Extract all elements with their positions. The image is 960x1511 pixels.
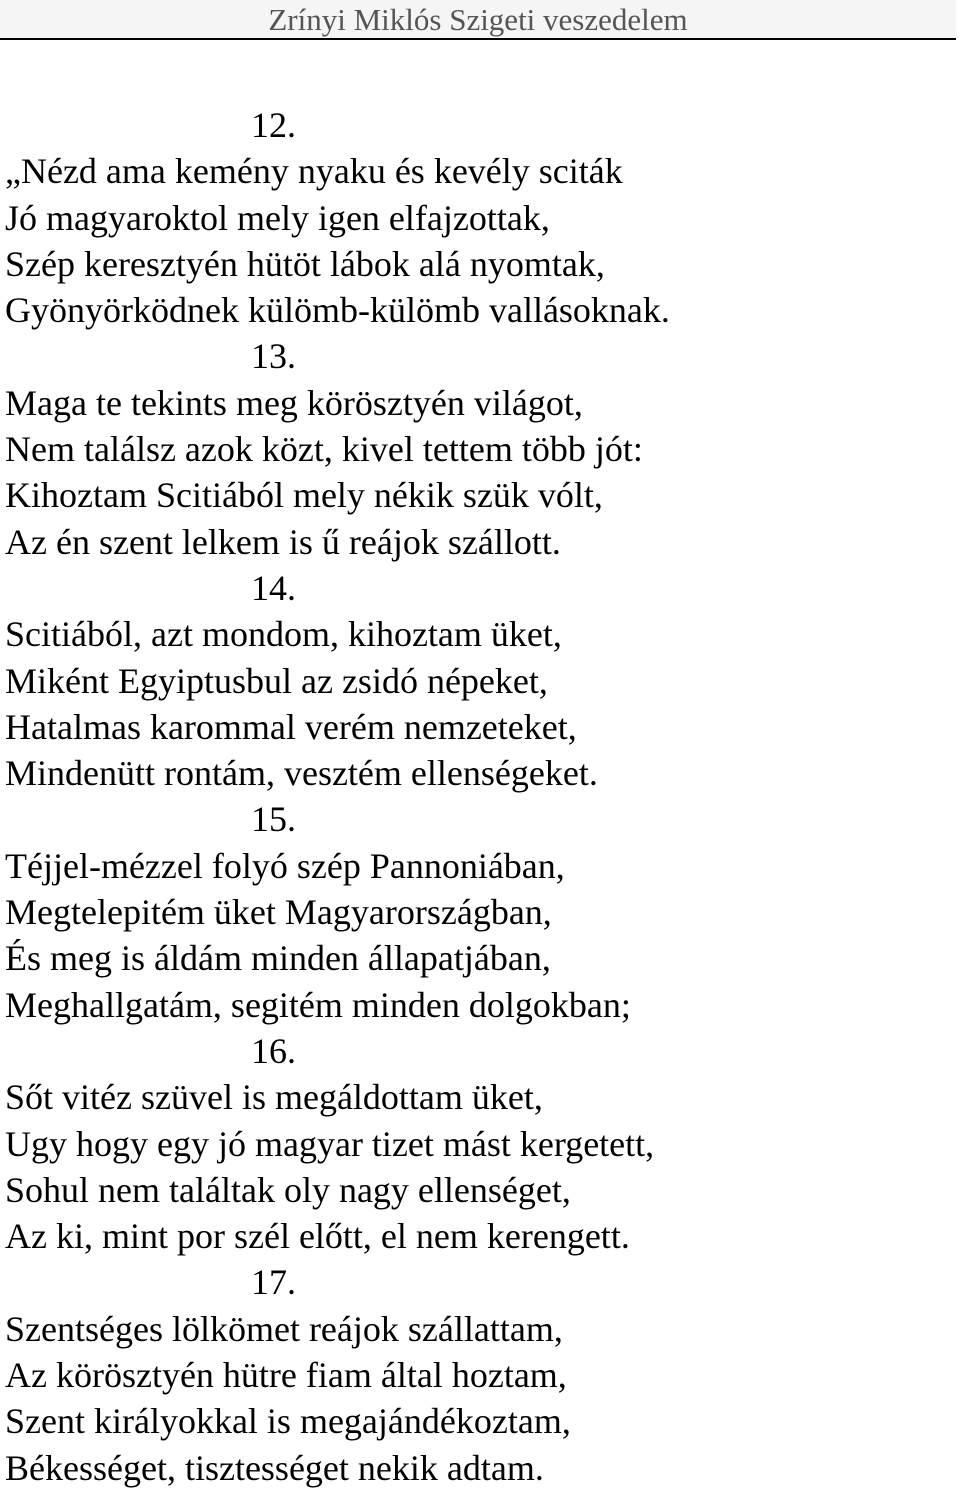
- verse-line: Nem találsz azok közt, kivel tettem több jót:: [5, 429, 643, 470]
- verse-line: Békességet, tisztességet nekik adtam.: [5, 1447, 544, 1488]
- stanza-number: 17.: [251, 1262, 296, 1303]
- verse-line: Sőt vitéz szüvel is megáldottam üket,: [5, 1077, 543, 1118]
- stanza: [5, 102, 955, 333]
- page-header: [0, 0, 956, 40]
- verse-line: „Nézd ama kemény nyaku és kevély sciták: [5, 151, 623, 192]
- verse-line: Az én szent lelkem is ű reájok szállott.: [5, 521, 561, 562]
- stanza: [5, 1028, 955, 1259]
- verse-line: Téjjel-mézzel folyó szép Pannoniában,: [5, 845, 565, 886]
- stanza: [5, 565, 955, 796]
- stanza-number: 16.: [251, 1030, 296, 1071]
- verse-line: Scitiából, azt mondom, kihoztam üket,: [5, 614, 562, 655]
- verse-line: Meghallgatám, segitém minden dolgokban;: [5, 984, 631, 1025]
- verse-line: Ugy hogy egy jó magyar tizet mást kergetett,: [5, 1123, 655, 1164]
- verse-line: Miként Egyiptusbul az zsidó népeket,: [5, 660, 548, 701]
- verse-line: Jó magyaroktol mely igen elfajzottak,: [5, 197, 550, 238]
- verse-line: Mindenütt rontám, vesztém ellenségeket.: [5, 753, 598, 794]
- verse-line: Szentséges lölkömet reájok szállattam,: [5, 1308, 563, 1349]
- poem-text: [5, 102, 955, 1491]
- verse-line: Szép keresztyén hütöt lábok alá nyomtak,: [5, 243, 605, 284]
- stanza: [5, 333, 955, 564]
- verse-line: Megtelepitém üket Magyarországban,: [5, 892, 552, 933]
- stanza-number: 14.: [251, 567, 296, 608]
- running-title: Zrínyi Miklós Szigeti veszedelem: [268, 2, 688, 37]
- verse-line: Az ki, mint por szél előtt, el nem kerengett.: [5, 1216, 630, 1257]
- stanza: [5, 796, 955, 1027]
- stanza: [5, 1259, 955, 1490]
- verse-line: Sohul nem találtak oly nagy ellenséget,: [5, 1169, 571, 1210]
- verse-line: Szent királyokkal is megajándékoztam,: [5, 1401, 571, 1442]
- stanza-number: 12.: [251, 105, 296, 145]
- verse-line: Gyönyörködnek külömb-külömb vallásoknak.: [5, 290, 670, 331]
- stanza-number: 15.: [251, 799, 296, 840]
- verse-line: Az körösztyén hütre fiam által hoztam,: [5, 1355, 567, 1396]
- verse-line: Hatalmas karommal verém nemzeteket,: [5, 706, 577, 747]
- verse-line: És meg is áldám minden állapatjában,: [5, 938, 551, 979]
- verse-line: Kihoztam Scitiából mely nékik szük vólt,: [5, 475, 603, 516]
- verse-line: Maga te tekints meg körösztyén világot,: [5, 382, 583, 423]
- stanza-number: 13.: [251, 336, 296, 377]
